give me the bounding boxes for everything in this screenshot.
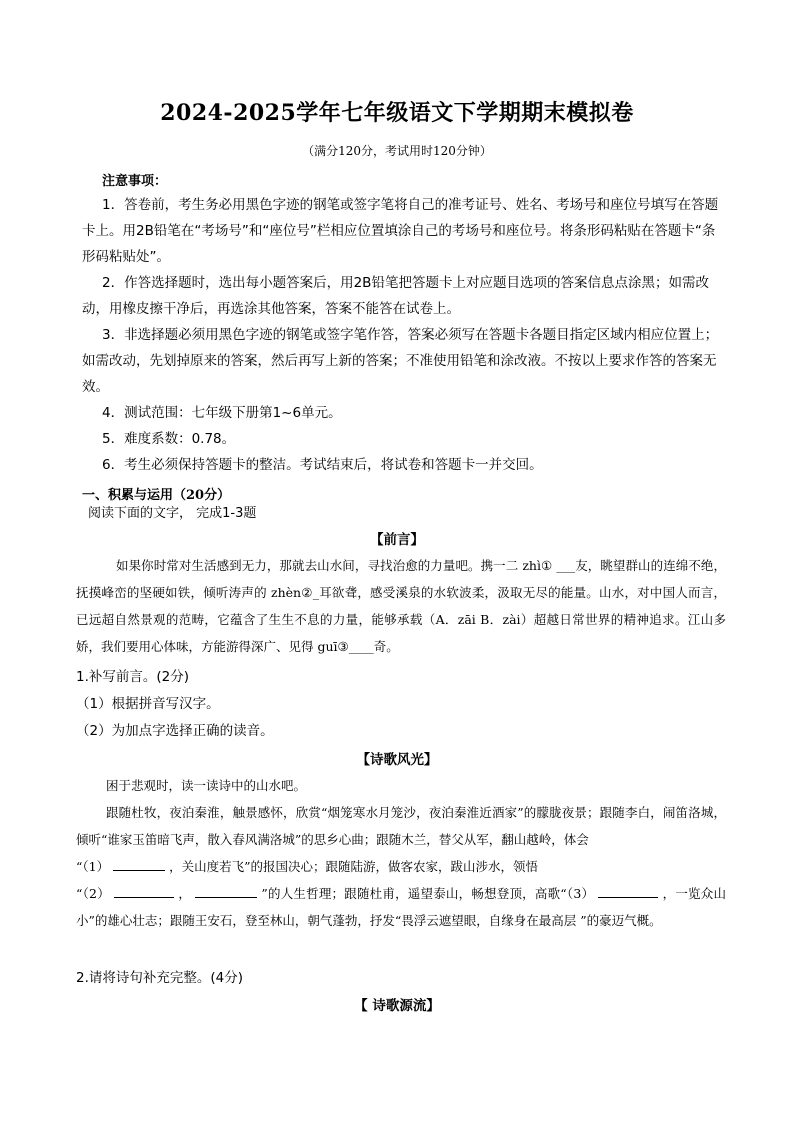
poetry-paragraph [76,772,726,934]
blank-2b[interactable] [195,885,257,898]
question-1-title: 1.补写前言。(2分) [76,669,190,685]
notice-item: 1．答卷前，考生务必用黑色字迹的钢笔或签字笔将自己的准考证号、姓名、考场号和座位号填写在答题卡上。用2B铅笔在“考场号”和“座位号”栏相应位置填涂自己的考场号和座位号。将条形码粘贴在答题卡“条形码粘贴处”。 [82,197,719,265]
preface-heading: 【前言】 [370,532,424,548]
notice-item: 6．考生必须保持答题卡的整洁。考试结束后，将试卷和答题卡一并交回。 [102,457,543,473]
page-subtitle: （满分120分，考试用时120分钟） [302,144,492,158]
poetry-text-1: 跟随杜牧，夜泊秦淮，触景感怀，欣赏“烟笼寒水月笼沙，夜泊秦淮近酒家”的朦胧夜景；跟随李白，闹笛洛城，倾听“谁家玉笛暗飞声，散入春风满洛城”的思乡心曲；跟随木兰，替父从军，翻山越岭，体会 [76,805,726,847]
source-heading: 【 诗歌源流】 [354,998,440,1014]
preface-text: 如果你时常对生活感到无力，那就去山水间，寻找治愈的力量吧。携一二 zhì① ___友，眺望群山的连绵不绝，抚摸峰峦的坚硬如铁，倾听涛声的 zhèn②_耳欲聋，感受溪泉的水软波柔，汲取无尽的能量。山水，对中国人而言，已远超自然景观的范畴，它蕴含了生生不息的力量，能够承载（A．zāi B．zài）超越日常世界的精神追求。江山多娇，我们要用心体味，方能游得深广、见得 guī③____奇。 [76,558,726,654]
notice-item: 4．测试范围：七年级下册第1~6单元。 [102,405,342,421]
page-title: 2024-2025学年七年级语文下学期期末模拟卷 [160,100,634,126]
blank-2a[interactable] [114,885,174,898]
blank-1[interactable] [113,858,165,871]
question-2: 2.请将诗句补充完整。(4分) [76,970,244,986]
notice-heading: 注意事项： [102,174,168,189]
preface-paragraph [76,552,726,660]
notice-item: 3．非选择题必须用黑色字迹的钢笔或签字笔作答，答案必须写在答题卡各题目指定区域内相应位置上；如需改动，先划掉原来的答案，然后再写上新的答案；不准使用铅笔和涂改液。不按以上要求作答的答案无效。 [82,327,719,395]
question-1 [76,664,274,745]
question-1-part-a: （1）根据拼音写汉字。 [76,696,220,712]
blank-3[interactable] [598,885,658,898]
section-instruction: 阅读下面的文字， 完成1-3题 [88,506,257,521]
question-1-part-b: （2）为加点字选择正确的读音。 [76,723,274,739]
poetry-text-2: “（1） ，关山度若飞”的报国决心；跟随陆游，做客农家，跋山涉水，领悟 [76,859,538,874]
poetry-intro: 困于悲观时，读一读诗中的山水吧。 [106,778,307,793]
poetry-text-3: “（2） ， ”的人生哲理；跟随杜甫，遥望泰山，畅想登顶，高歌“（3） ，一览众山小”的雄心壮志；跟随王安石，登至林山，朝气蓬勃，抒发“畏浮云遮望眼，自缘身在最高层 ”的豪迈气概。 [76,886,726,928]
notice-item: 5．难度系数：0.78。 [102,431,236,447]
notice-item: 2．作答选择题时，选出每小题答案后，用2B铅笔把答题卡上对应题目选项的答案信息点涂黑；如需改动，用橡皮擦干净后，再选涂其他答案，答案不能答在试卷上。 [82,275,709,317]
poetry-heading: 【诗歌风光】 [356,752,438,768]
section-heading: 一、积累与运用（20分） [82,488,231,503]
notice-list [82,192,728,478]
